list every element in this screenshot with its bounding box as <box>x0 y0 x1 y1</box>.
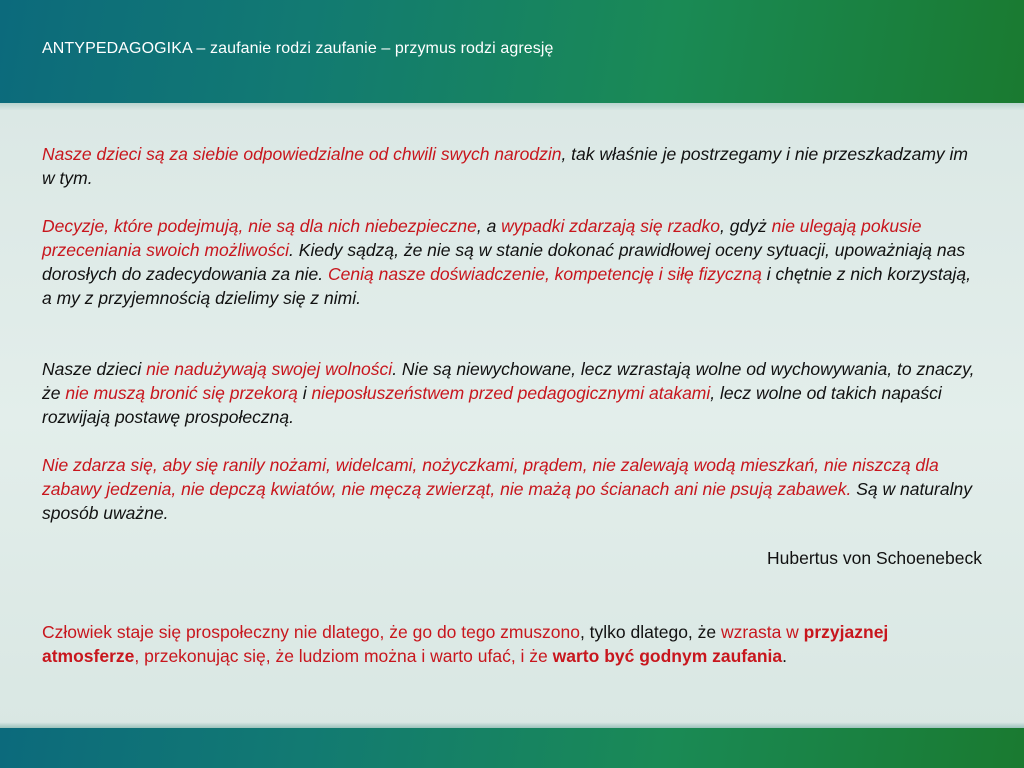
closing-paragraph <box>42 620 984 668</box>
quote-p2-text-1: , a <box>476 216 502 236</box>
slide-title: ANTYPEDAGOGIKA – zaufanie rodzi zaufanie – przymus rodzi agresję <box>42 40 554 57</box>
quote-p3-red-2: nie muszą bronić się przekorą <box>65 383 298 403</box>
closing-bold-red-2: warto być godnym zaufania <box>552 646 783 666</box>
quote-p2-text-3: . Kiedy sądzą, że nie są w stanie dokonać prawidłowej oceny sytuacji, upoważniają nas dorosłych do zadecydowania za nie. <box>42 240 966 284</box>
quote-p2-text-4: i chętnie z nich korzystają, a my z przyjemnością dzielimy się z nimi. <box>42 264 971 308</box>
quote-p2-red-1: Decyzje, które podejmują, nie są dla nich niebezpieczne <box>42 216 477 236</box>
closing-red-1: Człowiek staje się prospołeczny nie dlatego, że go do tego zmuszono <box>42 622 580 642</box>
quote-paragraph-1 <box>42 142 984 190</box>
slide-header <box>0 0 1024 103</box>
closing-bold-red-1: przyjaznej atmosferze <box>42 622 889 666</box>
quote-p4-text-1: Są w naturalny sposób uważne. <box>42 479 972 523</box>
quote-p2-red-4: Cenią nasze doświadczenie, kompetencję i siłę fizyczną <box>328 264 762 284</box>
quote-p3-red-3: nieposłuszeństwem przed pedagogicznymi atakami <box>311 383 711 403</box>
closing-red-2: wzrasta w <box>721 622 804 642</box>
quote-paragraph-2 <box>42 214 984 310</box>
slide-footer <box>0 728 1024 768</box>
quote-p1-text-1: , tak właśnie je postrzegamy i nie przeszkadzamy im w tym. <box>42 144 968 188</box>
quote-p3-text-1: Nasze dzieci <box>42 359 147 379</box>
closing-text-1: , tylko dlatego, że <box>579 622 722 642</box>
quote-p3-red-1: nie nadużywają swojej wolności <box>146 359 393 379</box>
quote-paragraph-3 <box>42 357 984 429</box>
quote-p2-red-2: wypadki zdarzają się rzadko <box>501 216 721 236</box>
quote-p3-text-3: i <box>297 383 312 403</box>
quote-p3-text-4: , lecz wolne od takich napaści rozwijają postawę prospołeczną. <box>42 383 942 427</box>
quote-author: Hubertus von Schoenebeck <box>767 548 982 568</box>
header-shadow-band <box>0 103 1024 111</box>
closing-red-3: , przekonując się, że ludziom można i warto ufać, i że <box>134 646 553 666</box>
quote-p2-red-3: nie ulegają pokusie przeceniania swoich możliwości <box>42 216 922 260</box>
closing-text-2: . <box>782 646 788 666</box>
quote-p1-red-1: Nasze dzieci są za siebie odpowiedzialne od chwili swych narodzin <box>42 144 562 164</box>
quote-p2-text-2: , gdyż <box>720 216 772 236</box>
quote-p3-text-2: . Nie są niewychowane, lecz wzrastają wolne od wychowywania, to znaczy, że <box>42 359 975 403</box>
quote-p4-red-1: Nie zdarza się, aby się ranily nożami, widelcami, nożyczkami, prądem, nie zalewają wodą mieszkań, nie niszczą dla zabawy jedzenia, nie depczą kwiatów, nie męczą zwierząt, nie mażą po ścianach ani nie psują zabawek. <box>42 455 939 499</box>
quote-paragraph-4 <box>42 453 984 525</box>
